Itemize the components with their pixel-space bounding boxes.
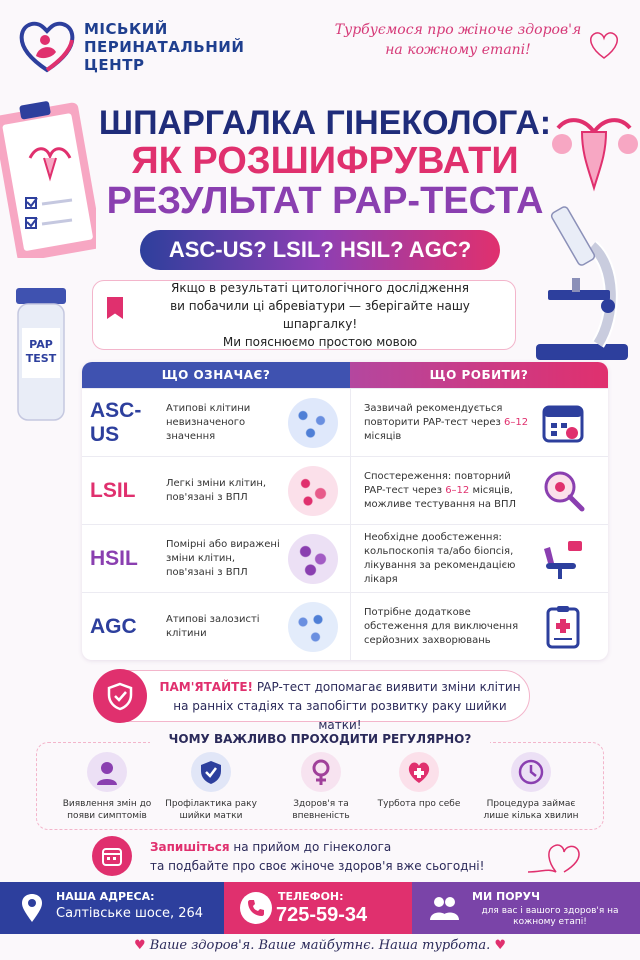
logo-line-3: ЦЕНТР [84,56,145,74]
row-action [364,457,532,525]
heart-icon: ♥ [494,938,507,953]
heart-outline-icon [526,838,586,878]
why-label: Здоров'я та впевненість [292,799,350,821]
cells-icon [288,602,338,652]
clock-icon [511,752,551,792]
appointment-strong: Запишіться [150,840,230,854]
why-item [364,752,474,810]
results-table [82,362,608,660]
shield-check-icon [191,752,231,792]
footer [0,882,640,934]
logo-heart-icon [18,18,76,74]
address-title: НАША АДРЕСА: [56,890,155,903]
near-title: МИ ПОРУЧ [472,890,540,903]
title-line-2: ЯК РОЗШИФРУВАТИ [131,140,519,182]
shield-check-icon [93,669,147,723]
title-line-3: РЕЗУЛЬТАТ PAP-ТЕСТА [106,180,544,222]
phone-value[interactable]: 725-59-34 [276,904,368,926]
why-label: Профілактика раку шийки матки [165,799,257,821]
remember-line-1: PAP-тест допомагає виявити зміни клітин [253,680,521,694]
table-row [82,592,608,660]
cells-icon [288,534,338,584]
footer-near [412,882,640,934]
table-row [82,524,608,592]
remember-banner [94,670,530,732]
tagline [318,20,598,60]
gyn-chair-icon [540,537,586,581]
why-label: Виявлення змін до появи симптомів [62,799,152,821]
row-meaning: Легкі зміни клітин, пов'язані з ВПЛ [166,478,267,503]
row-code: LSIL [90,479,136,502]
why-item [266,752,376,822]
tagline-line-1: Турбуємося про жіноче здоров'я [334,22,582,38]
logo-line-1: МІСЬКИЙ [84,20,168,38]
why-label: Процедура займає лише кілька хвилин [483,799,579,821]
row-action [364,389,532,457]
action-text-end: місяців [364,431,402,442]
row-action [364,525,532,593]
phone-icon [240,892,272,924]
phone-title: ТЕЛЕФОН: [278,890,344,903]
abbreviations-pill: ASC-US? LSIL? HSIL? AGC? [140,230,500,270]
heart-outline-icon [584,24,624,64]
table-row [82,456,608,524]
appointment-text [150,838,490,876]
why-title: ЧОМУ ВАЖЛИВО ПРОХОДИТИ РЕГУЛЯРНО? [150,732,490,746]
intro-text [133,279,507,351]
location-pin-icon [16,892,48,924]
logo-text [84,20,284,74]
virus-magnifier-icon [540,469,586,513]
row-code: ASC-US [90,399,142,446]
row-code: AGC [90,615,137,638]
why-item [476,752,586,822]
tube-label-1: PAP [29,338,53,351]
why-item [156,752,266,822]
logo-line-2: ПЕРИНАТАЛЬНИЙ [84,38,245,56]
near-text: для вас і вашого здоров'я на кожному етапі! [481,906,619,927]
action-text-end: місяців, можливе тестування на ВПЛ [364,485,517,510]
row-meaning: Атипові клітини невизначеного значення [166,403,251,442]
heart-plus-icon [399,752,439,792]
action-text: Зазвичай рекомендується повторити PAP-тест через [364,403,505,428]
table-header-action: ЩО РОБИТИ? [350,362,608,388]
row-divider [350,389,351,457]
action-highlight: 6–12 [504,417,529,428]
medical-clipboard-icon [540,605,586,649]
clipboard-uterus-icon [0,98,96,258]
bookmark-icon [107,297,123,319]
row-code: HSIL [90,547,138,570]
why-item [52,752,162,822]
slogan [0,938,640,953]
row-divider [350,593,351,660]
remember-strong: ПАМ'ЯТАЙТЕ! [159,680,253,694]
row-divider [350,457,351,525]
tube-label-2: TEST [25,352,57,365]
remember-line-2: на ранніх стадіях та запобігти розвитку раку шийки матки! [173,699,507,732]
heart-icon: ♥ [133,938,146,953]
table-header-meaning: ЩО ОЗНАЧАЄ? [82,362,350,388]
pap-test-tube [10,288,72,424]
female-symbol-icon [301,752,341,792]
action-text: Необхідне дообстеження: кольпоскопія та/або біопсія, лікування за рекомендацією лікаря [364,532,516,585]
cells-icon [288,466,338,516]
people-icon [428,892,460,924]
slogan-text: Ваше здоров'я. Ваше майбутнє. Наша турбота. [149,938,491,953]
remember-text [155,678,525,735]
intro-line-1: Якщо в результаті цитологічного дослідження [171,281,469,295]
intro-line-3: Ми пояснюємо простою мовою [222,335,418,349]
appointment-line-1: на прийом до гінеколога [229,840,392,854]
action-text: Спостереження: повторний PAP-тест через [364,471,511,496]
action-highlight: 6–12 [445,485,470,496]
uterus-icon [548,108,640,198]
appointment-line-2: та подбайте про своє жіноче здоров'я вже сьогодні! [150,859,485,873]
intro-box [92,280,516,350]
action-text: Потрібне додаткове обстеження для виключення серйозних захворювань [364,607,519,646]
calendar-icon [540,401,586,445]
calendar-icon [92,836,132,876]
address-value: Салтівське шосе, 264 [56,906,204,921]
cells-icon [288,398,338,448]
row-meaning: Атипові залозисті клітини [166,614,260,639]
title-line-1: ШПАРГАЛКА ГІНЕКОЛОГА: [98,104,552,142]
row-action [364,593,532,660]
footer-phone[interactable] [224,882,412,934]
tagline-line-2: на кожному етапі! [385,42,531,58]
footer-address [0,882,224,934]
intro-line-2: ви побачили ці абревіатури — зберігайте нашу шпаргалку! [170,299,470,331]
row-meaning: Помірні або виражені зміни клітин, пов'язані з ВПЛ [166,539,280,578]
row-divider [350,525,351,593]
woman-icon [87,752,127,792]
why-label: Турбота про себе [377,799,461,809]
table-row [82,388,608,456]
